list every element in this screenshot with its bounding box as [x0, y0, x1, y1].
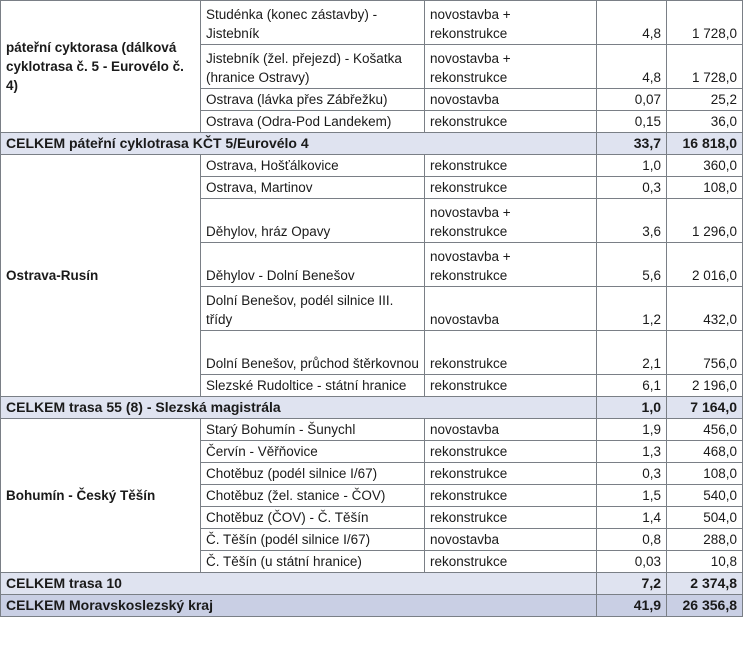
length-cell: 0,15: [597, 111, 667, 133]
length-cell: 0,3: [597, 177, 667, 199]
subtotal-cost: 16 818,0: [667, 133, 743, 155]
type-cell: novostavba: [425, 287, 597, 331]
subtotal-row: [1, 573, 743, 595]
length-cell: 1,2: [597, 287, 667, 331]
length-cell: 4,8: [597, 1, 667, 45]
group-name: Ostrava-Rusín: [1, 155, 201, 397]
length-cell: 0,8: [597, 529, 667, 551]
group-name: páteřní cyktorasa (dálková cyklotrasa č. 5 - Eurovélo č. 4): [1, 1, 201, 133]
subtotal-length: 1,0: [597, 397, 667, 419]
subtotal-row: [1, 133, 743, 155]
section-cell: Č. Těšín (podél silnice I/67): [201, 529, 425, 551]
type-cell: novostavba + rekonstrukce: [425, 199, 597, 243]
cost-cell: 432,0: [667, 287, 743, 331]
type-cell: novostavba + rekonstrukce: [425, 1, 597, 45]
grand-total-row: [1, 595, 743, 617]
cost-cell: 288,0: [667, 529, 743, 551]
length-cell: 2,1: [597, 331, 667, 375]
section-cell: Dolní Benešov, podél silnice III. třídy: [201, 287, 425, 331]
length-cell: 6,1: [597, 375, 667, 397]
type-cell: novostavba: [425, 89, 597, 111]
type-cell: novostavba + rekonstrukce: [425, 45, 597, 89]
section-cell: Chotěbuz (ČOV) - Č. Těšín: [201, 507, 425, 529]
length-cell: 0,07: [597, 89, 667, 111]
cost-cell: 2 196,0: [667, 375, 743, 397]
length-cell: 0,3: [597, 463, 667, 485]
length-cell: 1,0: [597, 155, 667, 177]
cost-cell: 2 016,0: [667, 243, 743, 287]
subtotal-cost: 7 164,0: [667, 397, 743, 419]
cost-cell: 36,0: [667, 111, 743, 133]
length-cell: 1,9: [597, 419, 667, 441]
section-cell: Chotěbuz (podél silnice I/67): [201, 463, 425, 485]
length-cell: 5,6: [597, 243, 667, 287]
type-cell: rekonstrukce: [425, 463, 597, 485]
cost-cell: 756,0: [667, 331, 743, 375]
cost-cell: 540,0: [667, 485, 743, 507]
cost-cell: 1 296,0: [667, 199, 743, 243]
cost-cell: 456,0: [667, 419, 743, 441]
grand-total-cost: 26 356,8: [667, 595, 743, 617]
subtotal-cost: 2 374,8: [667, 573, 743, 595]
subtotal-label: CELKEM páteřní cyklotrasa KČT 5/Eurovélo 4: [1, 133, 597, 155]
section-cell: Ostrava (Odra-Pod Landekem): [201, 111, 425, 133]
section-cell: Č. Těšín (u státní hranice): [201, 551, 425, 573]
subtotal-label: CELKEM trasa 10: [1, 573, 597, 595]
section-cell: Ostrava, Hošťálkovice: [201, 155, 425, 177]
section-cell: Slezské Rudoltice - státní hranice: [201, 375, 425, 397]
section-cell: Starý Bohumín - Šunychl: [201, 419, 425, 441]
length-cell: 1,4: [597, 507, 667, 529]
cost-cell: 1 728,0: [667, 1, 743, 45]
type-cell: novostavba: [425, 419, 597, 441]
cost-cell: 360,0: [667, 155, 743, 177]
type-cell: novostavba + rekonstrukce: [425, 243, 597, 287]
grand-total-length: 41,9: [597, 595, 667, 617]
cost-cell: 504,0: [667, 507, 743, 529]
subtotal-length: 7,2: [597, 573, 667, 595]
cost-cell: 108,0: [667, 177, 743, 199]
length-cell: 0,03: [597, 551, 667, 573]
section-cell: Studénka (konec zástavby) - Jistebník: [201, 1, 425, 45]
cost-cell: 10,8: [667, 551, 743, 573]
cost-cell: 108,0: [667, 463, 743, 485]
section-cell: Ostrava (lávka přes Zábřežku): [201, 89, 425, 111]
length-cell: 4,8: [597, 45, 667, 89]
cost-cell: 468,0: [667, 441, 743, 463]
type-cell: rekonstrukce: [425, 177, 597, 199]
length-cell: 1,3: [597, 441, 667, 463]
type-cell: rekonstrukce: [425, 331, 597, 375]
type-cell: rekonstrukce: [425, 485, 597, 507]
table-row: [1, 1, 743, 45]
grand-total-label: CELKEM Moravskoslezský kraj: [1, 595, 597, 617]
section-cell: Děhylov - Dolní Benešov: [201, 243, 425, 287]
subtotal-length: 33,7: [597, 133, 667, 155]
type-cell: rekonstrukce: [425, 155, 597, 177]
section-cell: Ostrava, Martinov: [201, 177, 425, 199]
section-cell: Červín - Věřňovice: [201, 441, 425, 463]
type-cell: rekonstrukce: [425, 551, 597, 573]
length-cell: 1,5: [597, 485, 667, 507]
subtotal-row: [1, 397, 743, 419]
subtotal-label: CELKEM trasa 55 (8) - Slezská magistrála: [1, 397, 597, 419]
type-cell: novostavba: [425, 529, 597, 551]
type-cell: rekonstrukce: [425, 507, 597, 529]
length-cell: 3,6: [597, 199, 667, 243]
type-cell: rekonstrukce: [425, 111, 597, 133]
table-row: [1, 419, 743, 441]
section-cell: Dolní Benešov, průchod štěrkovnou: [201, 331, 425, 375]
cost-cell: 1 728,0: [667, 45, 743, 89]
section-cell: Chotěbuz (žel. stanice - ČOV): [201, 485, 425, 507]
type-cell: rekonstrukce: [425, 441, 597, 463]
table-row: [1, 155, 743, 177]
group-name: Bohumín - Český Těšín: [1, 419, 201, 573]
section-cell: Děhylov, hráz Opavy: [201, 199, 425, 243]
section-cell: Jistebník (žel. přejezd) - Košatka (hranice Ostravy): [201, 45, 425, 89]
type-cell: rekonstrukce: [425, 375, 597, 397]
cost-cell: 25,2: [667, 89, 743, 111]
